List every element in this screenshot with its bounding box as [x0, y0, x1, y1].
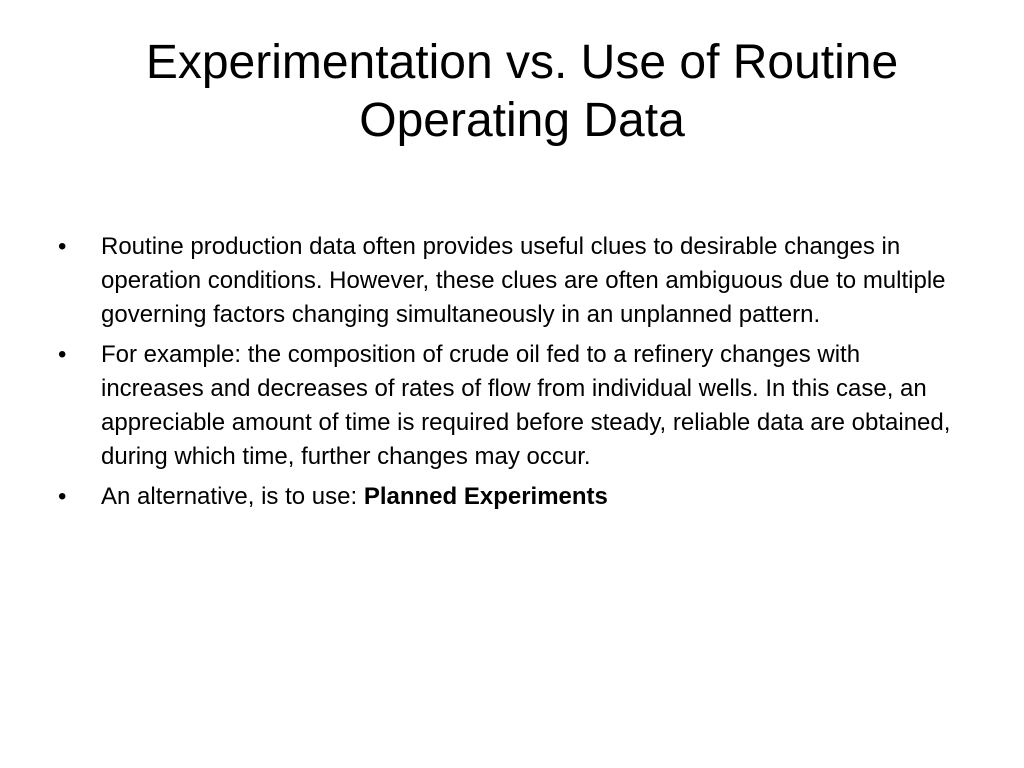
bullet-icon: •: [58, 341, 67, 368]
bullet-item-example: [58, 338, 958, 474]
bullet-list: [58, 230, 958, 520]
bullet-text-example: For example: the composition of crude oil fed to a refinery changes with increases and decreases of rates of flow from individual wells. In this case, an appreciable amount of time is required before steady, reliable data are obtained, during which time, further changes may occur.: [101, 341, 951, 470]
planned-experiments-emphasis: Planned Experiments: [363, 483, 608, 510]
slide-title-line-1: Experimentation vs. Use of Routine: [145, 36, 899, 89]
slide-title: [40, 34, 1004, 150]
slide-title-line-2: Operating Data: [359, 94, 685, 147]
bullet-text-routine-data: Routine production data often provides useful clues to desirable changes in operation conditions. However, these clues are often ambiguous due to multiple governing factors changing simultaneously in an unplanned pattern.: [101, 233, 946, 328]
bullet-item-routine-data: [58, 230, 958, 332]
bullet-icon: •: [58, 483, 67, 510]
bullet-icon: •: [58, 233, 67, 260]
bullet-item-alternative: [58, 480, 958, 514]
bullet-text-alternative: [101, 480, 958, 514]
alternative-lead-text: An alternative, is to use:: [101, 483, 364, 510]
